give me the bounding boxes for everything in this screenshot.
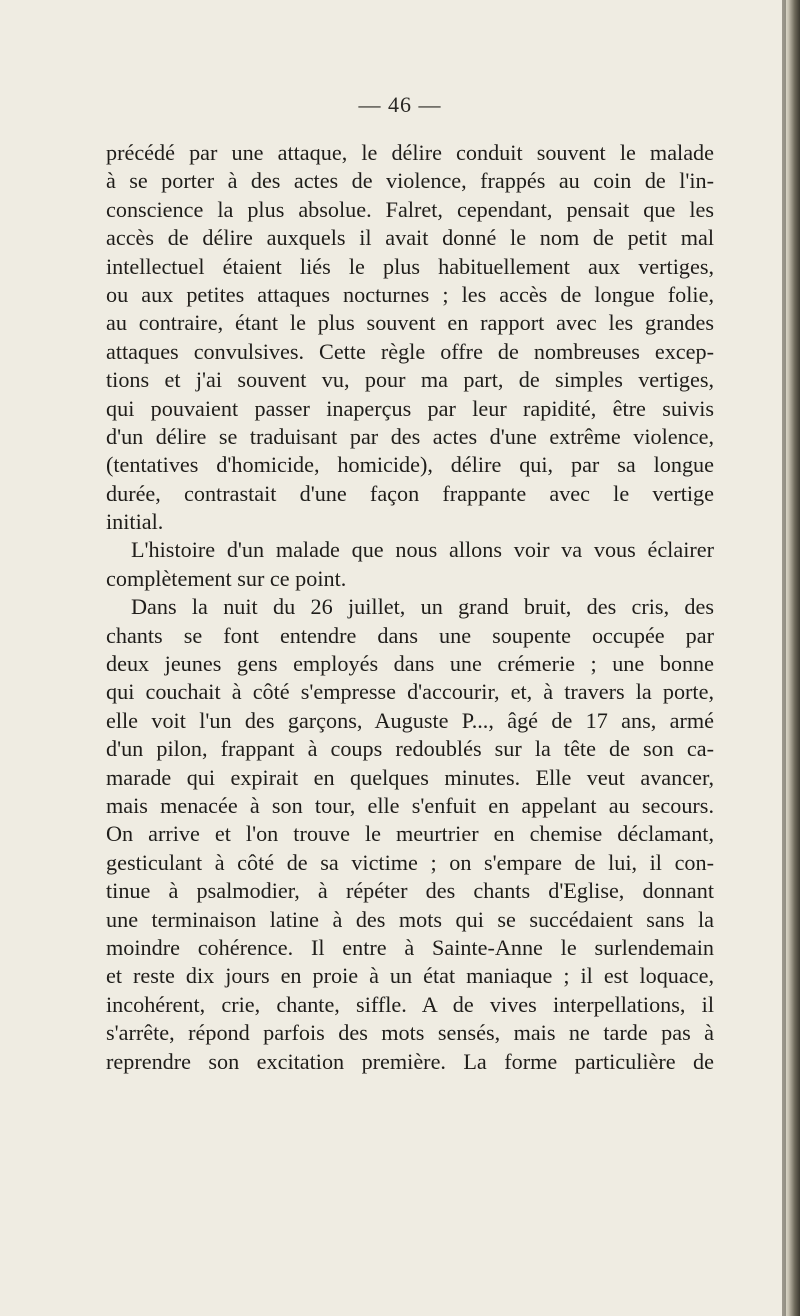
page-number: — 46 —: [358, 92, 442, 117]
text-line: initial.: [106, 509, 164, 535]
text-line: tinue à psalmodier, à répéter des chants d'Eglise, donnant: [106, 878, 714, 904]
text-line: une terminaison latine à des mots qui se succédaient sans la: [106, 906, 714, 932]
text-line: marade qui expirait en quelques minutes. Elle veut avancer,: [106, 764, 714, 790]
text-line: gesticulant à côté de sa victime ; on s'empare de lui, il con-: [106, 849, 714, 875]
text-line: qui pouvaient passer inaperçus par leur rapidité, être suivis: [106, 395, 714, 421]
text-line: à se porter à des actes de violence, frappés au coin de l'in-: [106, 168, 714, 194]
text-line: elle voit l'un des garçons, Auguste P..., âgé de 17 ans, armé: [106, 707, 714, 733]
text-line: incohérent, crie, chante, siffle. A de vives interpellations, il: [106, 991, 714, 1017]
text-line: On arrive et l'on trouve le meurtrier en chemise déclamant,: [106, 821, 714, 847]
text-line: d'un pilon, frappant à coups redoublés sur la tête de son ca-: [106, 736, 714, 762]
text-line: au contraire, étant le plus souvent en rapport avec les grandes: [106, 310, 714, 336]
text-line: précédé par une attaque, le délire conduit souvent le malade: [106, 140, 714, 165]
page-edge-line: [782, 0, 786, 1316]
text-line: deux jeunes gens employés dans une crémerie ; une bonne: [106, 651, 714, 677]
text-line: accès de délire auxquels il avait donné le nom de petit mal: [106, 225, 714, 251]
text-line: moindre cohérence. Il entre à Sainte-Anne le surlendemain: [106, 934, 714, 960]
text-line: Dans la nuit du 26 juillet, un grand bruit, des cris, des: [131, 594, 714, 620]
text-line: durée, contrastait d'une façon frappante avec le vertige: [106, 480, 714, 506]
text-line: tions et j'ai souvent vu, pour ma part, de simples vertiges,: [106, 367, 714, 393]
text-line: L'histoire d'un malade que nous allons voir va vous éclairer: [131, 537, 714, 563]
text-line: complètement sur ce point.: [106, 565, 347, 591]
text-line: s'arrête, répond parfois des mots sensés, mais ne tarde pas à: [106, 1020, 714, 1046]
text-line: conscience la plus absolue. Falret, cependant, pensait que les: [106, 196, 714, 222]
text-line: et reste dix jours en proie à un état maniaque ; il est loquace,: [106, 963, 714, 989]
text-line: chants se font entendre dans une soupente occupée par: [106, 622, 714, 648]
text-line: d'un délire se traduisant par des actes d'une extrême violence,: [106, 423, 714, 449]
text-line: attaques convulsives. Cette règle offre de nombreuses excep-: [106, 338, 714, 364]
body-text: [106, 139, 714, 1076]
text-line: ou aux petites attaques nocturnes ; les accès de longue folie,: [106, 281, 714, 307]
text-line: reprendre son excitation première. La forme particulière de: [106, 1048, 714, 1074]
text-line: intellectuel étaient liés le plus habituellement aux vertiges,: [106, 253, 714, 279]
text-line: (tentatives d'homicide, homicide), délire qui, par sa longue: [106, 452, 714, 478]
text-line: mais menacée à son tour, elle s'enfuit en appelant au secours.: [106, 792, 714, 818]
text-line: qui couchait à côté s'empresse d'accourir, et, à travers la porte,: [106, 679, 714, 705]
